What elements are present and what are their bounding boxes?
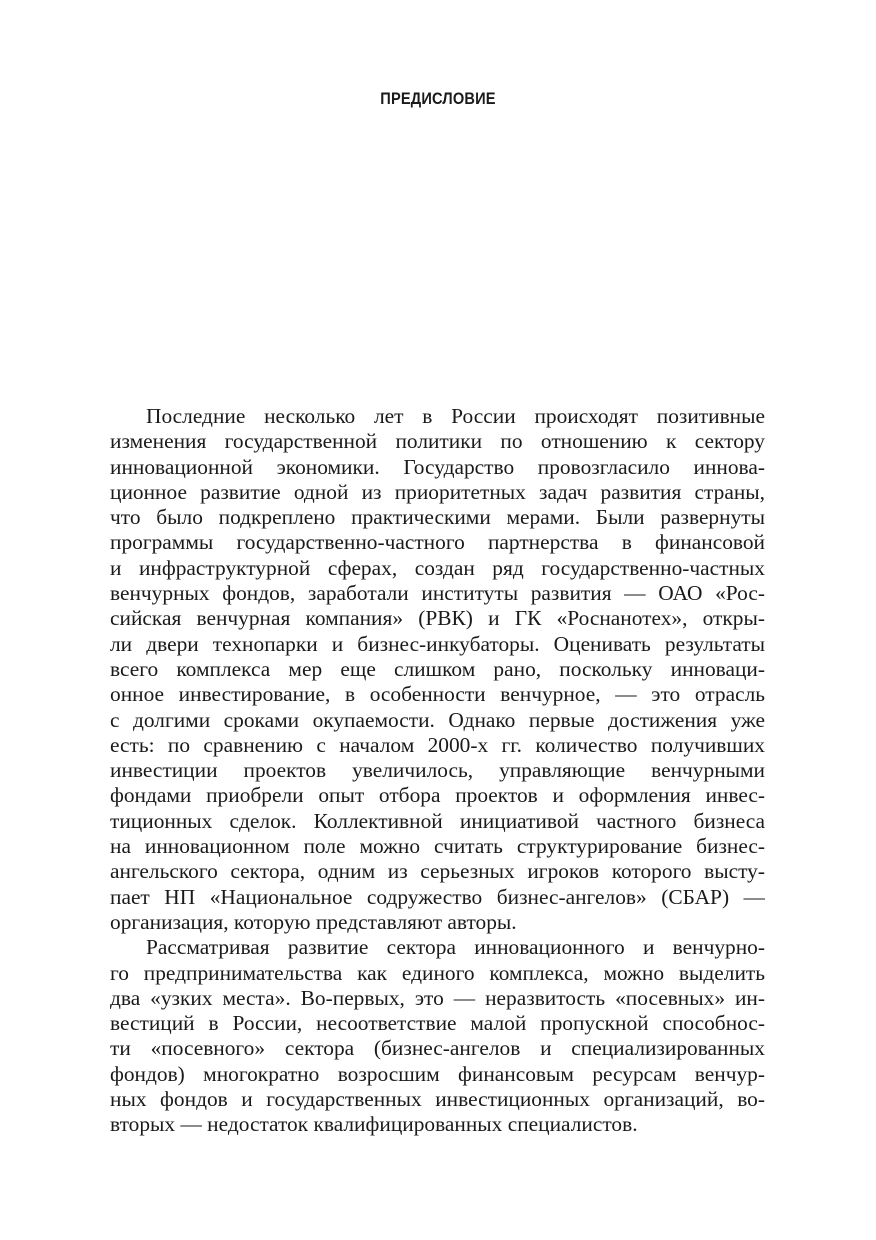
text-line: организация, которую представляют авторы. xyxy=(110,909,517,934)
text-line: ангельского сектора, одним из серьезных игроков которого высту- xyxy=(110,859,765,884)
text-line: изменения государственной политики по отношению к сектору xyxy=(110,429,765,454)
page-title: ПРЕДИСЛОВИЕ xyxy=(380,89,496,108)
text-line: фондами приобрели опыт отбора проектов и оформления инвес- xyxy=(110,783,765,808)
text-line: вторых — недостаток квалифицированных специалистов. xyxy=(110,1112,638,1137)
text-line: инновационной экономики. Государство провозгласило иннова- xyxy=(110,454,765,479)
text-line: ли двери технопарки и бизнес-инкубаторы. Оценивать результаты xyxy=(110,631,765,656)
text-line: с долгими сроками окупаемости. Однако первые достижения уже xyxy=(110,707,765,732)
text-line: венчурных фондов, заработали институты развития — ОАО «Рос- xyxy=(110,581,765,606)
text-line: тиционных сделок. Коллективной инициативой частного бизнеса xyxy=(110,808,765,833)
text-line: программы государственно-частного партнерства в финансовой xyxy=(110,530,765,555)
text-line: вестиций в России, несоответствие малой пропускной способнос- xyxy=(110,1011,765,1036)
text-line: есть: по сравнению с началом 2000-х гг. количество получивших xyxy=(110,732,765,757)
text-line: и инфраструктурной сферах, создан ряд государственно-частных xyxy=(110,555,765,580)
body-text xyxy=(110,404,765,1138)
text-line: на инновационном поле можно считать структурирование бизнес- xyxy=(110,834,765,859)
text-line: ных фондов и государственных инвестиционных организаций, во- xyxy=(110,1087,765,1112)
text-line: сийская венчурная компания» (РВК) и ГК «Роснанотех», откры- xyxy=(110,606,765,631)
text-line: го предпринимательства как единого комплекса, можно выделить xyxy=(110,960,765,985)
text-line: фондов) многократно возросшим финансовым ресурсам венчур- xyxy=(110,1061,765,1086)
paragraph-1 xyxy=(110,404,765,935)
text-line: Последние несколько лет в России происходят позитивные xyxy=(146,404,765,428)
text-line: Рассматривая развитие сектора инновационного и венчурно- xyxy=(146,935,765,960)
text-line: всего комплекса мер еще слишком рано, поскольку инноваци- xyxy=(110,656,765,681)
paragraph-2 xyxy=(110,935,765,1137)
text-line: два «узких места». Во-первых, это — неразвитость «посевных» ин- xyxy=(110,985,765,1010)
text-line: что было подкреплено практическими мерами. Были развернуты xyxy=(110,505,765,530)
text-line: инвестиции проектов увеличилось, управляющие венчурными xyxy=(110,758,765,783)
text-line: пает НП «Национальное содружество бизнес-ангелов» (СБАР) — xyxy=(110,884,765,909)
text-line: ционное развитие одной из приоритетных задач развития страны, xyxy=(110,479,765,504)
text-line: ти «посевного» сектора (бизнес-ангелов и специализированных xyxy=(110,1036,765,1061)
text-line: онное инвестирование, в особенности венчурное, — это отрасль xyxy=(110,682,765,707)
